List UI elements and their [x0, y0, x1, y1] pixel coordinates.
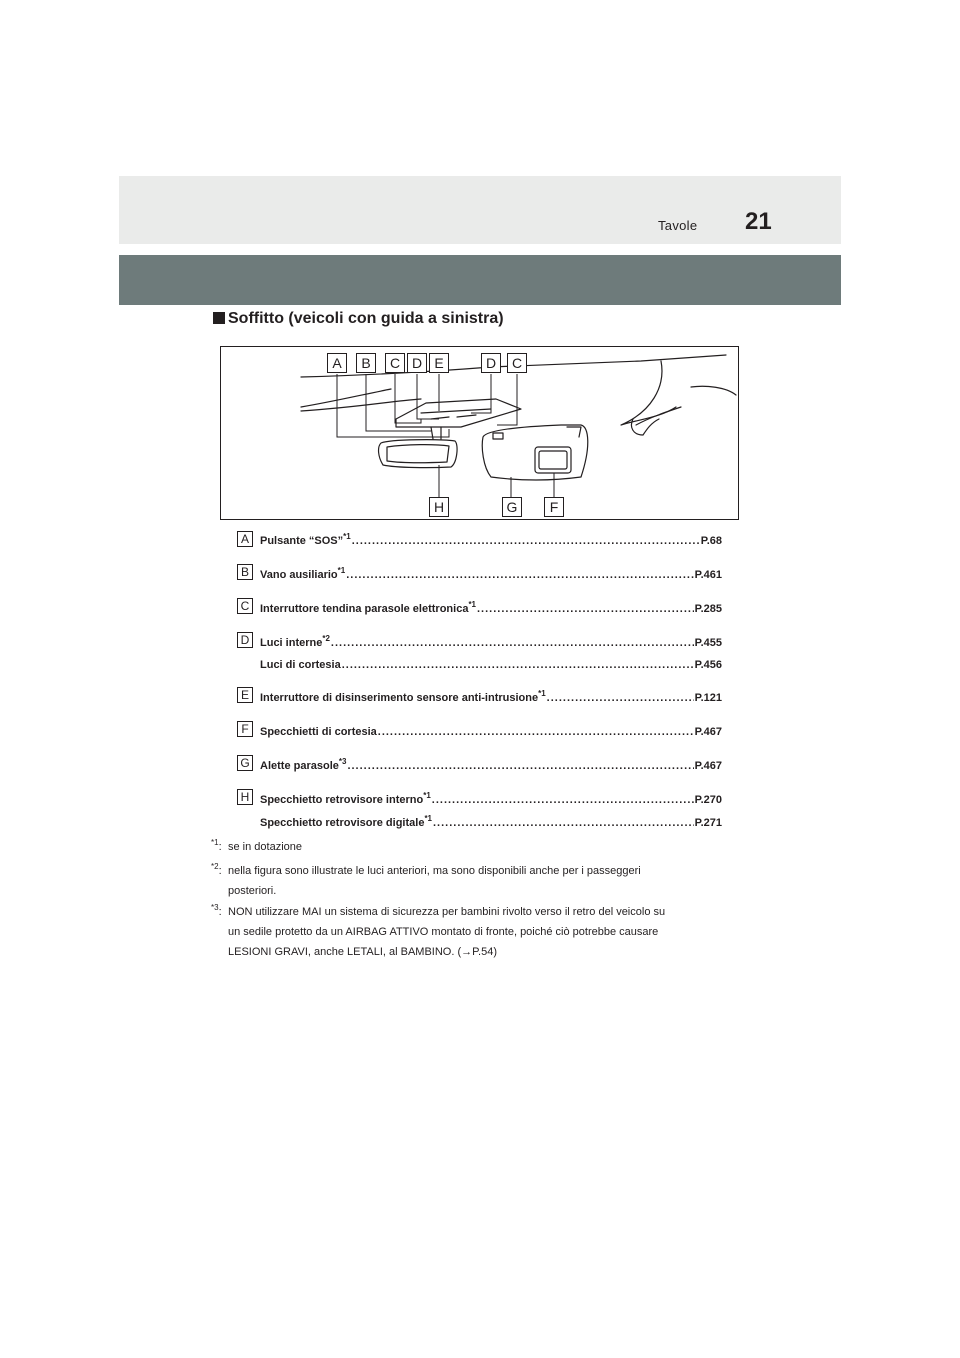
entry-text: Specchietto retrovisore digitale	[260, 817, 425, 829]
page-reference[interactable]: P.68	[700, 535, 722, 547]
entry-text: Vano ausiliario	[260, 569, 338, 581]
entry-badge: F	[237, 721, 253, 737]
figure-label-c: C	[385, 353, 405, 373]
page-reference[interactable]: P.456	[694, 659, 722, 671]
entry-line	[260, 791, 722, 806]
page-reference[interactable]: P.461	[694, 569, 722, 581]
ceiling-drawing	[221, 347, 740, 521]
footnote-mark: *1	[468, 600, 476, 609]
dot-leader	[433, 817, 694, 829]
page-reference[interactable]: P.467	[694, 726, 722, 738]
entry-line	[260, 814, 722, 829]
page-number: 21	[745, 208, 772, 235]
figure-label-a: A	[327, 353, 347, 373]
footnote-mark: *3	[338, 757, 347, 766]
footnote-line: nella figura sono illustrate le luci anteriori, ma sono disponibili anche per i passeggeri	[228, 865, 641, 877]
footnote	[211, 861, 751, 901]
page-reference[interactable]: P.467	[694, 760, 722, 772]
footnote-line: un sedile protetto da un AIRBAG ATTIVO montato di fronte, poiché ciò potrebbe causare	[228, 926, 659, 938]
dot-leader	[432, 794, 694, 806]
entry-badge: G	[237, 755, 253, 771]
footnote-mark: *1	[337, 566, 346, 575]
page-reference[interactable]: P.271	[694, 817, 722, 829]
entry-badge: D	[237, 632, 253, 648]
figure-label-e: E	[429, 353, 449, 373]
footnote	[211, 902, 751, 962]
page-reference[interactable]: P.285	[694, 603, 722, 615]
entry-text: Interruttore tendina parasole elettronica	[260, 603, 469, 615]
ceiling-illustration	[220, 346, 739, 520]
page-reference[interactable]: P.270	[694, 794, 722, 806]
entry-line	[260, 634, 722, 649]
entry-text: Specchietti di cortesia	[260, 726, 377, 738]
section-heading	[213, 310, 504, 328]
figure-label-h: H	[429, 497, 449, 517]
entry-text: Pulsante “SOS”	[260, 535, 344, 547]
entry-badge: A	[237, 531, 253, 547]
footnote	[211, 837, 751, 857]
square-bullet-icon	[213, 312, 225, 324]
entry-badge: H	[237, 789, 253, 805]
entry-text: Luci interne	[260, 637, 323, 649]
footnote-marker: $^{*2}$:	[211, 862, 222, 877]
figure-label-b: B	[356, 353, 376, 373]
entry-line	[260, 757, 722, 772]
entry-line	[260, 600, 722, 615]
entry-text: Interruttore di disinserimento sensore anti-intrusione	[260, 692, 539, 704]
entry-line	[260, 659, 722, 671]
footnote-line: se in dotazione	[228, 841, 302, 853]
footnote-mark: *2	[322, 634, 330, 643]
dot-leader	[342, 659, 694, 671]
entry-text: Luci di cortesia	[260, 659, 341, 671]
dot-leader	[331, 637, 694, 649]
footnote-line: NON utilizzare MAI un sistema di sicurezza per bambini rivolto verso il retro del veicolo su	[228, 906, 666, 918]
footnote-mark: *1	[424, 814, 432, 823]
dot-leader	[346, 569, 693, 581]
figure-label-d-right: D	[481, 353, 501, 373]
figure-label-d: D	[407, 353, 427, 373]
header-band	[119, 255, 841, 305]
entry-line	[260, 566, 722, 581]
dot-leader	[352, 535, 700, 547]
footnote-mark: *1	[343, 532, 351, 541]
footnote-line: LESIONI GRAVI, anche LETALI, al BAMBINO. (→P.54)	[228, 946, 497, 958]
footnote-marker: $^{*3}$:	[211, 903, 222, 918]
figure-label-c-right: C	[507, 353, 527, 373]
entry-badge: B	[237, 564, 253, 580]
entry-line	[260, 532, 722, 547]
footnote-line: posteriori.	[228, 885, 277, 897]
entry-text: Specchietto retrovisore interno	[260, 794, 424, 806]
footnote-marker: $^{*1}$:	[211, 838, 222, 853]
entry-badge: C	[237, 598, 253, 614]
entry-line	[260, 689, 722, 704]
dot-leader	[347, 760, 693, 772]
page-header	[119, 176, 841, 244]
section-title: Tavole	[658, 218, 698, 233]
page-reference[interactable]: P.455	[694, 637, 722, 649]
entry-line	[260, 726, 722, 738]
dot-leader	[477, 603, 694, 615]
figure-label-f: F	[544, 497, 564, 517]
section-heading-text: Soffitto (veicoli con guida a sinistra)	[228, 310, 504, 327]
footnote-mark: *1	[538, 689, 546, 698]
entry-badge: E	[237, 687, 253, 703]
entry-text: Alette parasole	[260, 760, 339, 772]
page-reference[interactable]: P.121	[694, 692, 722, 704]
dot-leader	[547, 692, 694, 704]
figure-label-g: G	[502, 497, 522, 517]
dot-leader	[378, 726, 694, 738]
footnote-mark: *1	[423, 791, 431, 800]
